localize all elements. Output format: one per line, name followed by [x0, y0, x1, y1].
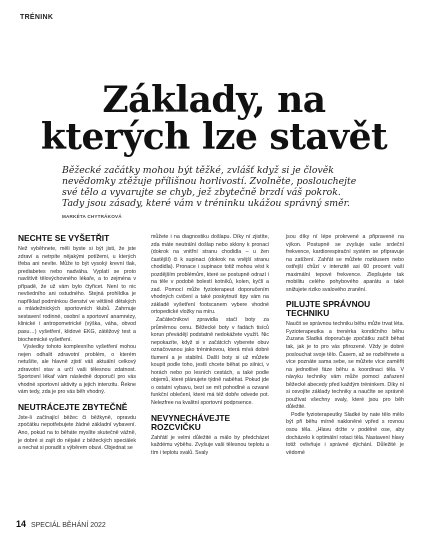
column-2 [151, 234, 269, 457]
lead-paragraph: Běžecké začátky mohou být těžké, zvlášť když si je člověk nevědomky ztěžuje přílišnou horlivostí. Zvolněte, poslouchejte své tělo a vyvarujte se chyb, jež zbytečně brzdí váš pokrok. Tady jsou zásady, které vám v tréninku ukážou správný směr. [62, 165, 357, 209]
body-paragraph: můžete i na diagnostiku došlapu. Díky ní zjistíte, zda máte neutrální došlap nebo sklony k pronaci (dokrok na vnitřní stranu chodidla – u žen častější) či k supinaci (dokrok na vnější stranu chodidla). Pronace i supinace totiž mohou vést k pozdějším problémům, které se postupně odrazí i na těle v podobě bolestí kotníků, kolen, kyčlí a zad. Pomocí může fyzioterapeut doporučením vhodných cvičení a také poskytnutí tipy vám na základě vyšetření footscanem vybere vhodné ortopedické vložky na míru. [151, 234, 269, 316]
column-1 [18, 234, 136, 453]
page-footer [16, 519, 106, 529]
subhead-neutracejte: NEUTRÁCEJTE ZBYTEČNĚ [18, 401, 128, 412]
headline-line-1: Základy, na [102, 79, 326, 121]
body-paragraph: jsou díky ní lépe prokrvené a připravené na výkon. Postupně se zvyšuje vaše srdeční frekvence, kardiorespirační systém se připravuje na zatížení. Zahřát se můžete rozklusem nebo ostřejší chůzí v intenzitě asi 60 procent vaší maximální tepové frekvence. Zlepšujete tak mobilitu celého pohybového aparátu a také snižujete riziko svalového zranění. [286, 234, 404, 293]
byline: MARKÉTA CHYTRÁKOVÁ [62, 214, 122, 219]
page-number: 14 [16, 519, 27, 529]
subhead-vysetrit: NECHTE SE VYŠETŘIT [18, 233, 110, 243]
section-tag: TRÉNINK [20, 14, 54, 21]
column-3 [286, 234, 404, 457]
subhead-technika: PILUJTE SPRÁVNOU TECHNIKU [286, 299, 371, 319]
headline-line-2: kterých lze stavět [40, 116, 388, 158]
headline [24, 79, 404, 158]
body-paragraph: Zahřátí je velmi důležité a málo by předcházet každému výběhu. Zvyšuje vaši tělesnou teplotu a tím i teplotu svalů. Svaly [151, 434, 269, 456]
publication-title: SPECIÁL BĚHÁNÍ 2022 [30, 522, 106, 529]
body-paragraph: Podle fyzioterapeutky Sladké by nate tělo mělo být při běhu mírně nakloněné vpřed s rovnou osou těla. „Hlavu držte v podélné ose, aby docházelo k optimální rotaci těla. Nastavení hlavy totiž ovlivňuje i správné dýchání. Důležité je vědomé [286, 411, 404, 456]
body-paragraph: Než vyběhnete, měli byste si být jisti, že jste zdraví a netrpíte nějakými potížemi, u kterých třeba ani nevíte. Může to být vysoký krevní tlak, prediabetes nebo nadváha. Vyplatí se proto navštívit tělovýchovného lékaře, a to zejména v případě, že už vám bylo čtyřicet. Není to nic nevšedního ani ostudného. Stejná prohlídka je například podmínkou členství ve většině dětských a mládežnických sportovních klubů. Zahrnuje sestavení rodinné, osobní a sportovní anamnézy, klinické i antropometrické (výška, váha, obvod pasu…) vyšetření, klidové EKG, zátěžový test a biochemické vyšetření. [18, 246, 136, 343]
body-paragraph: Jste-li začínající běžec či běžkyně, opravdu zpočátku nepotřebujete žádné základní vybavení. Ano, pokud na to běháte myslíte skutečně vážně, je dobré si zajít do nějaké z běžeckých speciálek a nechat si poradit s výběrem obuvi. Objednat se [18, 414, 136, 452]
body-paragraph: Výsledky tohoto komplexního vyšetření mohou nejen odhalit zdravotní problém, o kterém netušíte, ale hlavně zjistí váš aktuální celkový zdravotní stav a určí vaši tělesnou zdatnost. Sportovní lékař vám následně doporučí pro vás vhodné sportovní aktivity a jejich intenzitu. Řekne vám tedy, zda je pro vás běh vhodný. [18, 344, 136, 396]
body-paragraph: Začátečníkovi zpravidla stačí boty za průměrnou cenu. Běžecké boty v řadách tisíců korun převádějí podstatně nedokážete využít. Nic nepokazíte, když si v začátcích vyberete obuv označovanou jako tréninkovou, která mívá dobré tlumení a je stabilní. Další boty si už můžete koupit podle toho, jestli chcete běhat po silnici, v horách nebo po lesních cestách, a také podle objemů, které plánujete týdně naběhat. Pokud jde o ostatní vybavu, bezí se mít pohodlné a ozvané funkční oblečení, které má též dobře odvede pot. Nelezfree na kvalitní sportovní podprsence. [151, 317, 269, 407]
subhead-rozcvicka: NEVYNECHÁVEJTE ROZCVIČKU [151, 412, 231, 432]
body-paragraph: Naučit se správnou techniku běhu může trvat léta. Fyzioterapeutka a trenérka kondičního běhu Zuzana Sladká doporučuje zpočátku začít běhat tak, jak je to pro vás přirozené. Vždy je dobré poslouchat svoje tělo. Časem, až se rozběhnete a více poznáte sama sebe, se můžete více zaměřit na jednotlivé fáze běhu a koordinaci těla. V návyku techniky vám může pomoci zařazení běžecké abecedy před každým tréninkem. Díky ní si osvojíte základy techniky a naučíte se správně používat všechny svaly, které jsou pro běh důležité. [286, 321, 404, 411]
